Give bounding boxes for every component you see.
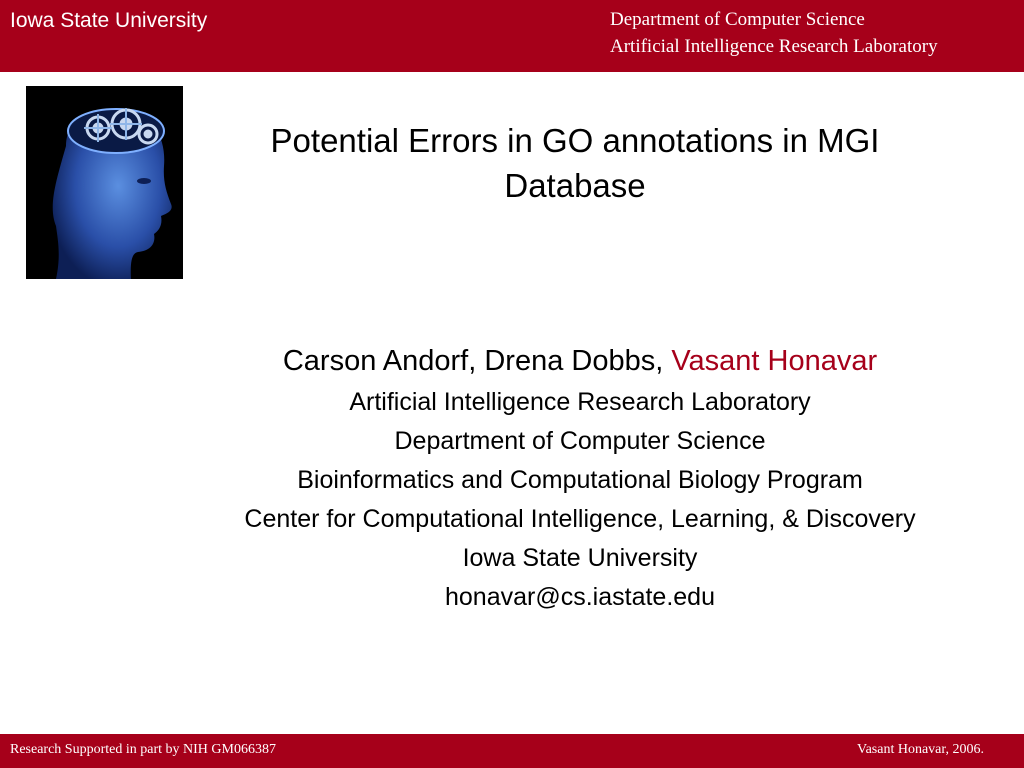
affiliation-university: Iowa State University xyxy=(462,544,698,572)
author-names-main: Carson Andorf, Drena Dobbs, xyxy=(282,345,672,377)
affiliation-center: Center for Computational Intelligence, Learning, & Discovery xyxy=(244,505,916,533)
contact-email[interactable]: honavar@cs.iastate.edu xyxy=(445,583,715,611)
funding-note: Research Supported in part by NIH GM066387 xyxy=(10,742,276,757)
header-bar xyxy=(0,0,1024,72)
author-names xyxy=(130,340,1024,382)
slide-title xyxy=(190,118,960,208)
affiliation-department: Department of Computer Science xyxy=(394,427,766,455)
affiliation-program: Bioinformatics and Computational Biology Program xyxy=(297,466,863,494)
slide-title-line1: Potential Errors in GO annotations in MGI xyxy=(270,122,880,159)
brain-gears-head-icon xyxy=(26,86,183,279)
header-affiliation xyxy=(610,6,938,60)
slide-title-line2: Database xyxy=(504,167,646,204)
footer-bar xyxy=(0,734,1024,768)
author-block xyxy=(130,340,1024,617)
footer-credit: Vasant Honavar, 2006. xyxy=(857,742,984,757)
department-name: Department of Computer Science xyxy=(610,9,865,30)
lab-name: Artificial Intelligence Research Laboratory xyxy=(610,36,938,57)
university-name: Iowa State University xyxy=(10,9,208,32)
affiliation-lab: Artificial Intelligence Research Laboratory xyxy=(349,388,811,416)
author-name-highlight: Vasant Honavar xyxy=(671,345,878,377)
